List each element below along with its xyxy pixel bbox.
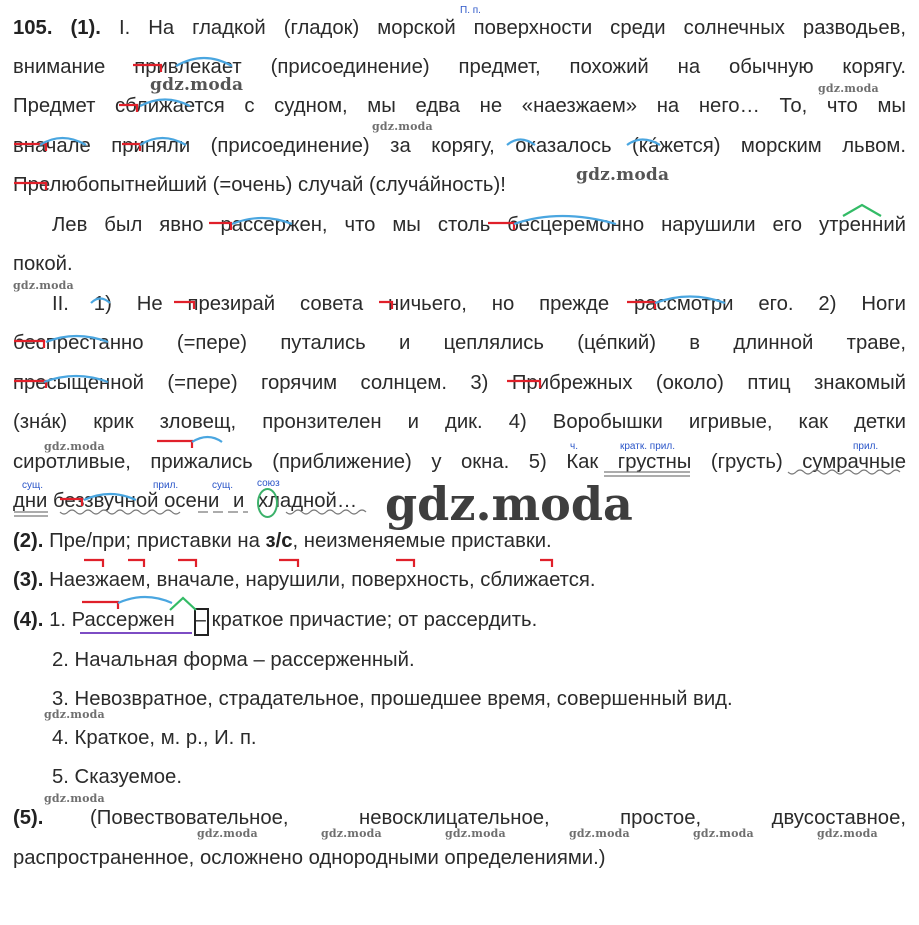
- watermark-large: gdz.moda: [385, 477, 633, 531]
- watermark: gdz.moda: [818, 82, 879, 95]
- note-short-adjective: кратк. прил.: [620, 441, 675, 452]
- note-conjunction: союз: [257, 478, 280, 489]
- part2-tail: , неизменяемые приставки.: [292, 530, 552, 552]
- part4-label: (4).: [13, 609, 44, 631]
- text-line-4: вначале приняли (присоединение) за корягу, оказалось (ка́жется) морским львом.: [13, 135, 906, 157]
- text-line-2: внимание привлекает (присоединение) предмет, похожий на обычную корягу.: [13, 56, 906, 78]
- part-4-line-3: 3. Невозвратное, страдательное, прошедшее время, совершенный вид.: [52, 688, 733, 710]
- watermark: gdz.moda: [372, 120, 433, 133]
- note-adjective-2: прил.: [153, 480, 179, 491]
- watermark-big: gdz.moda: [576, 165, 670, 185]
- note-noun-2: сущ.: [212, 480, 234, 491]
- text-line-6: Лев был явно рассержен, что мы столь бесцеремонно нарушили его утренний: [52, 214, 906, 236]
- part-4-line-5: 5. Сказуемое.: [52, 766, 182, 788]
- part3-text: Наезжаем, вначале, нарушили, поверхность, сближается.: [49, 569, 596, 591]
- part2-bold: з/с: [265, 530, 293, 552]
- note-part-of-speech: ч.: [570, 441, 578, 452]
- line-13-part-a: дни беззвучной осени: [13, 490, 220, 512]
- watermark: gdz.moda: [44, 792, 105, 805]
- part3-label: (3).: [13, 569, 44, 591]
- line-1-text: I. На гладкой (гладок) морской поверхности среди солнечных разводьев,: [118, 17, 907, 39]
- watermark: gdz.moda: [569, 827, 630, 840]
- watermark-big: gdz.moda: [150, 75, 244, 95]
- watermark: gdz.moda: [44, 708, 105, 721]
- line-13-circled-conjunction: и: [232, 490, 245, 512]
- part5-label: (5).: [13, 807, 44, 829]
- word-underline: [80, 632, 192, 634]
- part4-num: 1.: [49, 609, 66, 631]
- watermark: gdz.moda: [693, 827, 754, 840]
- note-noun-1: сущ.: [22, 480, 44, 491]
- text-line-5: Прелюбопытнейший (=очень) случай (случа́йность)!: [13, 174, 506, 196]
- text-line-7: покой.: [13, 253, 73, 275]
- text-line-12: сиротливые, прижались (приближение) у окна. 5) Как грустны (грусть) сумрачные: [13, 451, 906, 473]
- text-line-11: (зна́к) крик зловещ, пронзителен и дик. 4) Воробышки игривые, как детки: [13, 411, 906, 433]
- watermark: gdz.moda: [445, 827, 506, 840]
- conjunction-circle: [257, 488, 278, 518]
- line-13-part-b: хладной…: [257, 490, 358, 512]
- watermark: gdz.moda: [197, 827, 258, 840]
- part2-text: Пре/при; приставки на: [49, 530, 260, 552]
- part-5-line-1-text: (Повествовательное, невосклицательное, простое, двусоставное,: [90, 807, 906, 829]
- part1-label: (1).: [70, 17, 101, 39]
- watermark: gdz.moda: [44, 440, 105, 453]
- note-prepositional-case: П. п.: [460, 5, 481, 16]
- part-4-line-1: [13, 600, 906, 640]
- part-5-line-2: распространенное, осложнено однородными определениями.): [13, 847, 606, 869]
- ending-box: [194, 608, 209, 636]
- watermark: gdz.moda: [321, 827, 382, 840]
- text-line-8: II. 1) Не презирай совета ничьего, но прежде рассмотри его. 2) Ноги: [52, 293, 906, 315]
- watermark: gdz.moda: [817, 827, 878, 840]
- part-4-line-4: 4. Краткое, м. р., И. п.: [52, 727, 257, 749]
- part2-label: (2).: [13, 530, 44, 552]
- part-4-line-2: 2. Начальная форма – рассерженный.: [52, 649, 415, 671]
- note-adjective-1: прил.: [853, 441, 879, 452]
- text-line-10: пресыщенной (=пере) горячим солнцем. 3) Прибрежных (около) птиц знакомый: [13, 372, 906, 394]
- part4-word: Рассержен: [71, 609, 175, 631]
- text-line-9: беспрестанно (=пере) путались и цеплялись (це́пкий) в длинной траве,: [13, 332, 906, 354]
- text-line-3: Предмет сближается с судном, мы едва не «наезжаем» на него… То, что мы: [13, 95, 906, 117]
- exercise-number: 105.: [13, 17, 53, 39]
- part-3-line: [13, 560, 906, 600]
- part4-text: – краткое причастие; от рассердить.: [194, 609, 538, 631]
- watermark: gdz.moda: [13, 279, 74, 292]
